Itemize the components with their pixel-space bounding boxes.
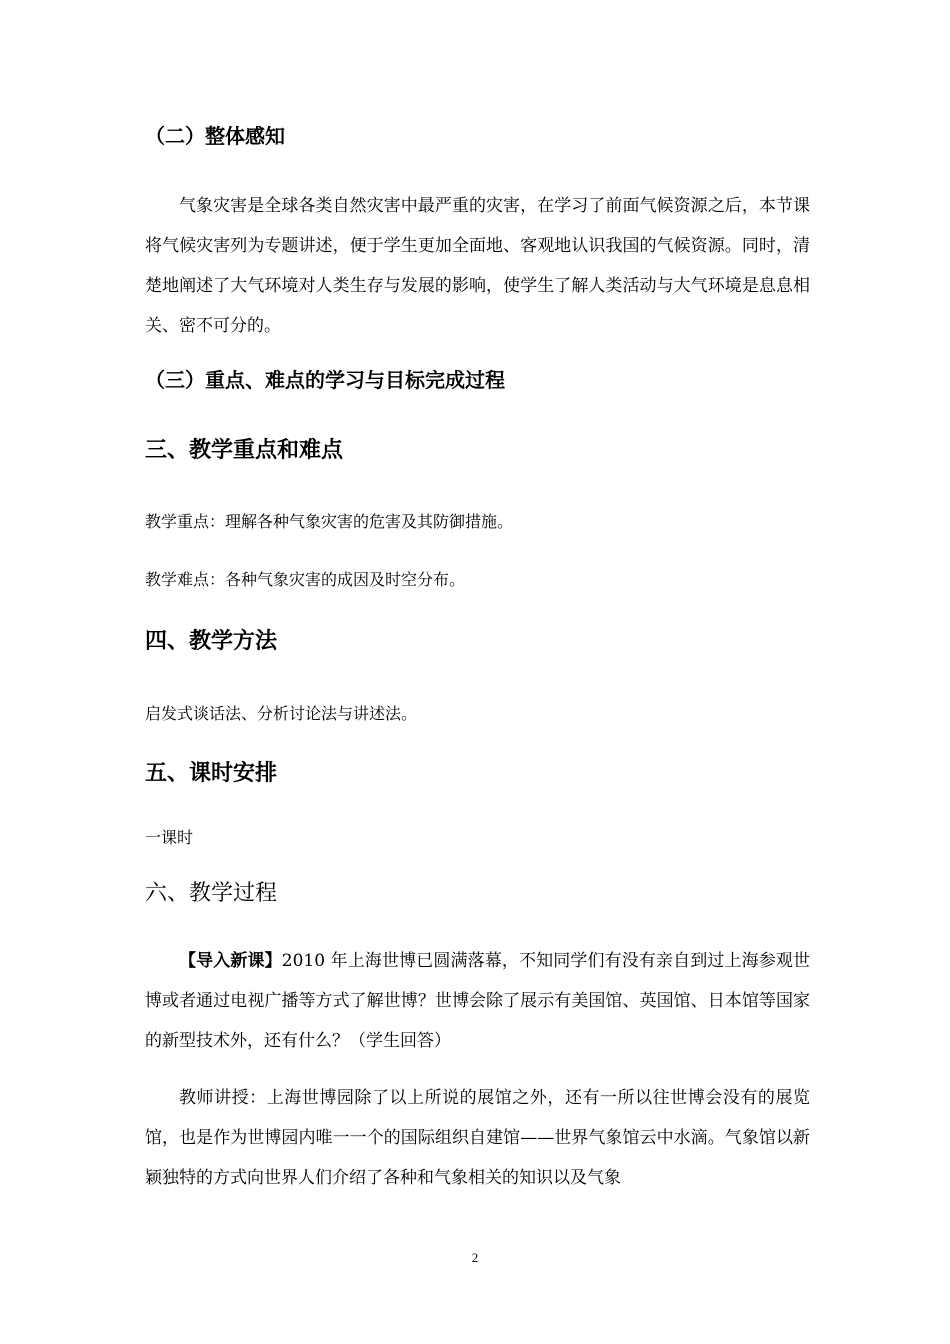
schedule-text: 一课时 bbox=[145, 828, 194, 847]
paragraph-overall-perception: 气象灾害是全球各类自然灾害中最严重的灾害，在学习了前面气候资源之后，本节课将气候灾害列为专题讲述，便于学生更加全面地、客观地认识我国的气候资源。同时，清楚地阐述了大气环境对人类生存与发展的影响，使学生了解人类活动与大气环境是息息相关、密不可分的。 bbox=[145, 196, 810, 336]
page-number: 2 bbox=[471, 1250, 479, 1265]
intro-label: 【导入新课】 bbox=[179, 951, 282, 971]
intro-text: 2010 年上海世博已圆满落幕，不知同学们有没有亲自到过上海参观世博或者通过电视广播等方式了解世博？世博会除了展示有美国馆、英国馆、日本馆等国家的新型技术外，还有什么？（学生回答） bbox=[145, 951, 810, 1051]
heading-key-difficult-process: （三）重点、难点的学习与目标完成过程 bbox=[145, 368, 505, 392]
intro-paragraph bbox=[145, 941, 810, 1061]
section-6-title: 六、教学过程 bbox=[145, 881, 278, 906]
difficult-point-text: 教学难点：各种气象灾害的成因及时空分布。 bbox=[145, 570, 466, 589]
teacher-paragraph: 教师讲授：上海世博园除了以上所说的展馆之外，还有一所以往世博会没有的展览馆，也是作为世博园内唯一一个的国际组织自建馆——世界气象馆云中水滴。气象馆以新颖独特的方式向世界人们介绍了各种和气象相关的知识以及气象 bbox=[145, 1088, 810, 1188]
section-4-title: 四、教学方法 bbox=[145, 629, 278, 654]
heading-overall-perception: （二）整体感知 bbox=[145, 124, 285, 148]
key-point-text: 教学重点：理解各种气象灾害的危害及其防御措施。 bbox=[145, 512, 514, 531]
section-5-title: 五、课时安排 bbox=[145, 761, 278, 786]
method-text: 启发式谈话法、分析讨论法与讲述法。 bbox=[145, 704, 418, 723]
section-3-title: 三、教学重点和难点 bbox=[145, 438, 344, 463]
